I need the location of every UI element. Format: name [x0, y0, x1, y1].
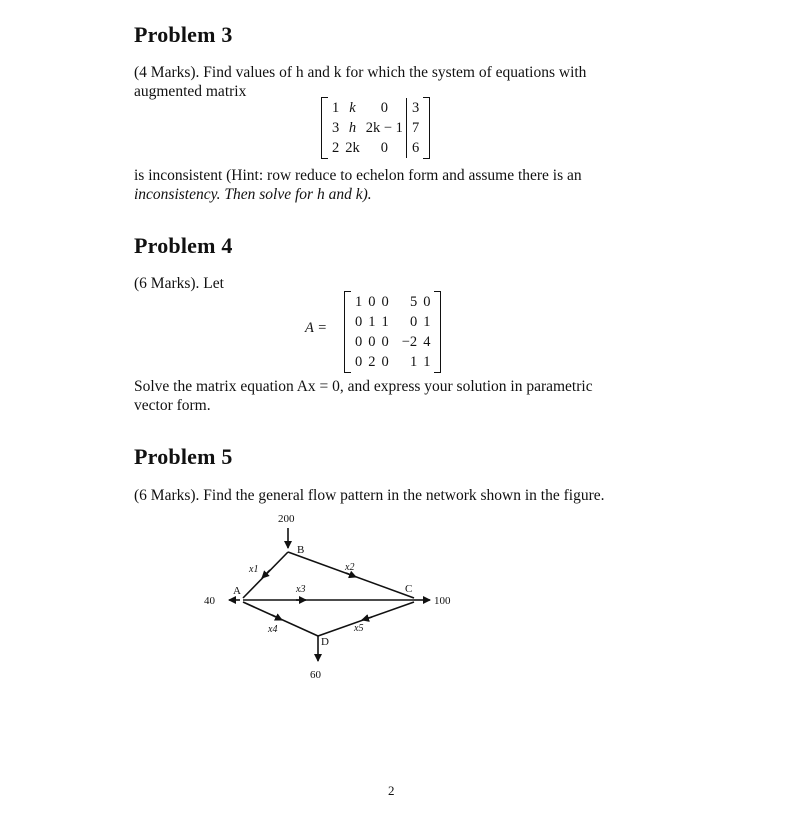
node-b: B — [297, 544, 305, 556]
matrix-cell: 1 — [332, 99, 340, 116]
edge-label-x4: x4 — [268, 624, 278, 635]
x1-direction-arrow — [262, 570, 270, 578]
x4-direction-arrow — [272, 615, 282, 620]
matrix-cell: 3 — [332, 119, 340, 136]
matrix-cell: 2k — [345, 139, 360, 156]
problem-3-line-2: augmented matrix — [134, 83, 247, 100]
page-number: 2 — [388, 783, 395, 798]
matrix-cell: 2 — [368, 353, 376, 370]
node-c: C — [405, 583, 413, 595]
node-a: A — [233, 585, 241, 597]
matrix-cell: 4 — [423, 333, 431, 350]
problem-5-line-1: (6 Marks). Find the general flow pattern in the network shown in the figure. — [134, 487, 605, 504]
outflow-right-label: 100 — [434, 595, 451, 607]
matrix-cell: 3 — [406, 98, 422, 118]
outflow-bottom-label: 60 — [310, 669, 321, 681]
edge-label-x2: x2 — [345, 562, 355, 573]
matrix-cell: 2k − 1 — [365, 119, 403, 136]
matrix-cell: 1 — [381, 313, 389, 330]
matrix-cell: 0 — [368, 333, 376, 350]
matrix-cell: 0 — [381, 353, 389, 370]
problem-4-line-1: (6 Marks). Let — [134, 275, 224, 292]
problem-4-line-3: vector form. — [134, 397, 211, 414]
matrix-cell: 0 — [409, 313, 418, 330]
matrix-cell: 1 — [423, 353, 431, 370]
problem-3-hint-line-2: inconsistency. Then solve for h and k). — [134, 186, 372, 203]
matrix-cell: 1 — [409, 353, 418, 370]
matrix-cell: 0 — [355, 333, 363, 350]
matrix-cell: 0 — [380, 139, 388, 156]
matrix-cell: 5 — [409, 293, 418, 310]
matrix-cell: 6 — [406, 138, 422, 158]
edge-label-x5: x5 — [354, 623, 364, 634]
matrix-cell: 0 — [381, 333, 389, 350]
matrix-cell: k — [349, 99, 356, 116]
matrix-cell: 1 — [368, 313, 376, 330]
problem-3-title: Problem 3 — [134, 22, 233, 47]
edge-label-x3: x3 — [296, 584, 306, 595]
matrix-cell: h — [348, 119, 357, 136]
matrix-cell: 1 — [355, 293, 363, 310]
x2-direction-arrow — [346, 573, 356, 577]
inflow-top-label: 200 — [278, 513, 295, 525]
outflow-left-label: 40 — [204, 595, 215, 607]
matrix-cell: 7 — [406, 118, 422, 138]
problem-3-line-1: (4 Marks). Find values of h and k for which the system of equations with — [134, 64, 587, 81]
matrix-cell: 1 — [423, 313, 431, 330]
matrix-cell: 0 — [380, 99, 388, 116]
matrix-cell: 0 — [423, 293, 431, 310]
problem-4-line-2: Solve the matrix equation Ax = 0, and express your solution in parametric — [134, 378, 593, 395]
matrix-cell: 0 — [355, 353, 363, 370]
matrix-cell: 2 — [332, 139, 340, 156]
problem-5-title: Problem 5 — [134, 444, 233, 469]
matrix-cell: 0 — [355, 313, 363, 330]
matrix-cell: 0 — [368, 293, 376, 310]
x5-direction-arrow — [362, 617, 372, 620]
problem-4-title: Problem 4 — [134, 233, 233, 258]
matrix-cell: 0 — [381, 293, 389, 310]
problem-3-hint-line-1: is inconsistent (Hint: row reduce to echelon form and assume there is an — [134, 167, 582, 184]
matrix-cell: −2 — [401, 333, 418, 350]
edge-label-x1: x1 — [249, 564, 259, 575]
node-d: D — [321, 636, 329, 648]
matrix-lhs: A = — [305, 320, 328, 336]
